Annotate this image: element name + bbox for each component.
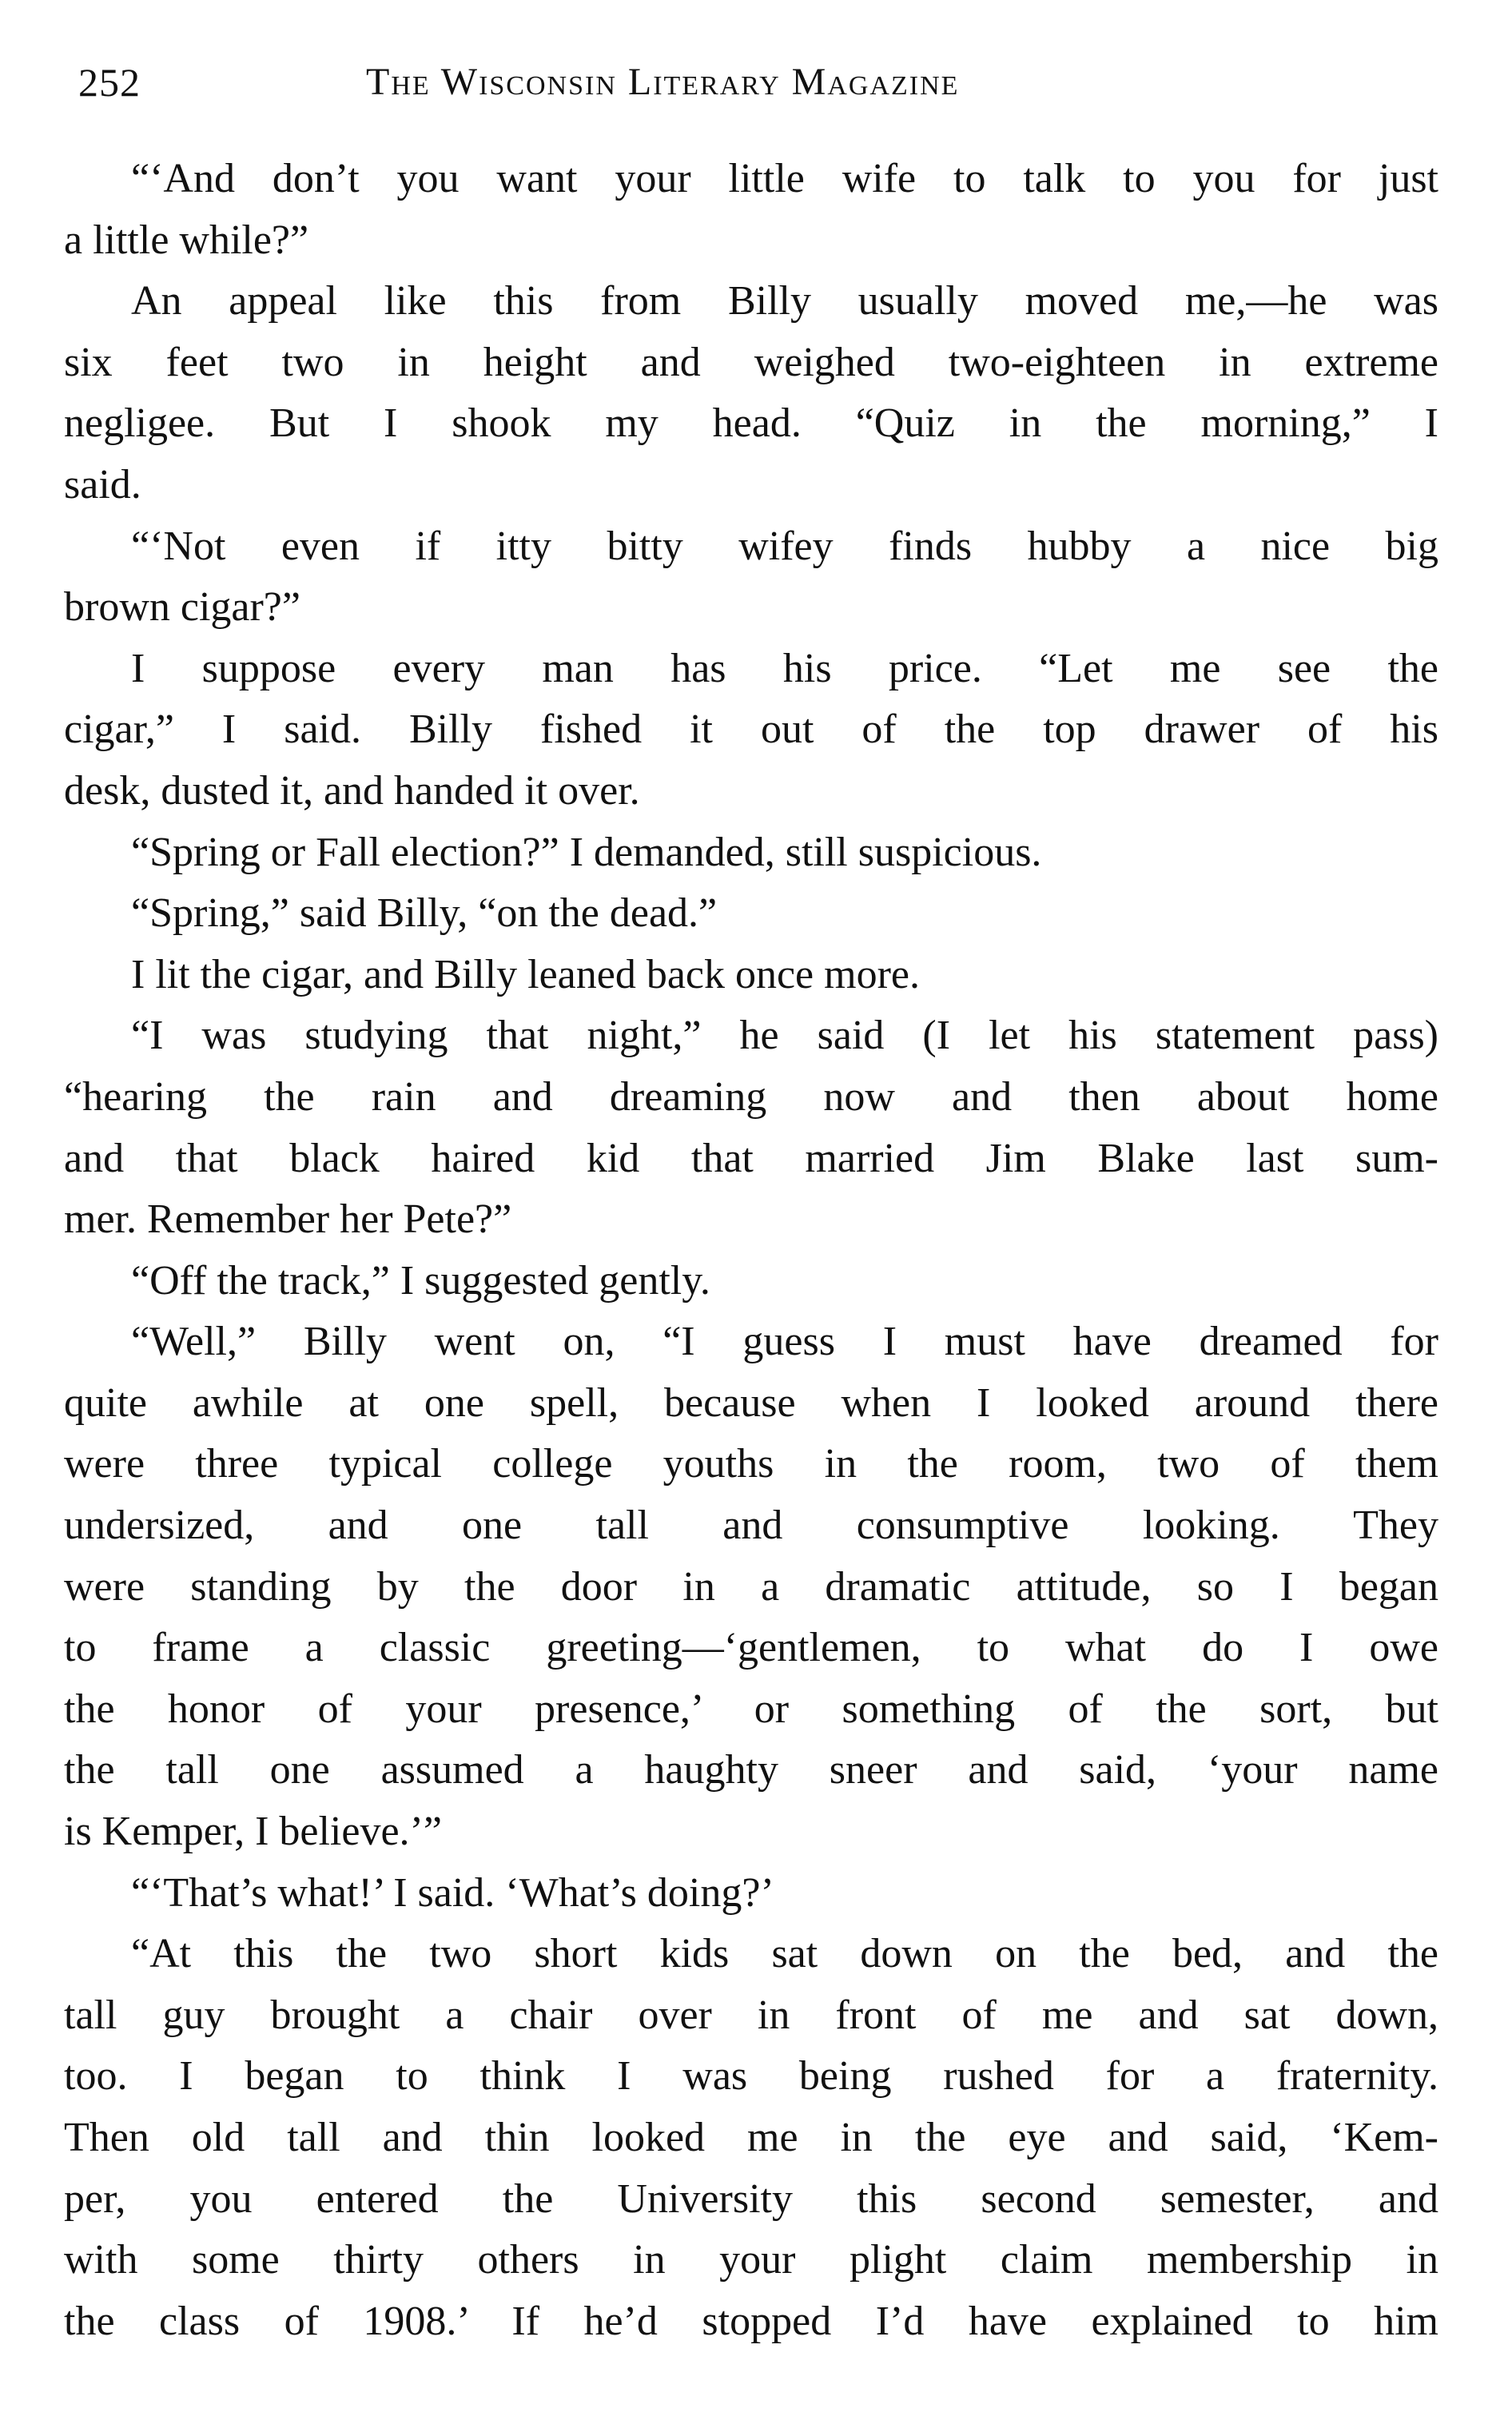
text-line: the tall one assumed a haughty sneer and said, ‘your name bbox=[64, 1747, 1438, 1793]
text-line: a little while?” bbox=[64, 217, 309, 263]
text-line: “‘Not even if itty bitty wifey finds hubby a nice big bbox=[131, 523, 1438, 569]
text-line: and that black haired kid that married Jim Blake last sum- bbox=[64, 1135, 1438, 1181]
text-line: the honor of your presence,’ or something of the sort, but bbox=[64, 1686, 1438, 1732]
text-line: tall guy brought a chair over in front of me and sat down, bbox=[64, 1992, 1438, 2038]
text-line: “Off the track,” I suggested gently. bbox=[131, 1257, 710, 1304]
text-line: said. bbox=[64, 461, 141, 508]
text-line: brown cigar?” bbox=[64, 584, 300, 631]
text-line: were three typical college youths in the room, two of them bbox=[64, 1441, 1438, 1487]
text-line: I suppose every man has his price. “Let me see the bbox=[131, 645, 1438, 691]
text-line: with some thirty others in your plight claim membership in bbox=[64, 2237, 1438, 2283]
text-line: were standing by the door in a dramatic attitude, so I began bbox=[64, 1563, 1438, 1610]
text-line: to frame a classic greeting—‘gentlemen, to what do I owe bbox=[64, 1625, 1438, 1671]
page-number: 252 bbox=[78, 60, 141, 105]
text-line: “Spring or Fall election?” I demanded, still suspicious. bbox=[131, 829, 1042, 875]
text-line: six feet two in height and weighed two-eighteen in extreme bbox=[64, 339, 1438, 385]
running-title: The Wisconsin Literary Magazine bbox=[366, 61, 960, 103]
body-text bbox=[64, 149, 1438, 2352]
text-line: negligee. But I shook my head. “Quiz in the morning,” I bbox=[64, 400, 1438, 447]
text-line: “Spring,” said Billy, “on the dead.” bbox=[131, 890, 718, 937]
text-line: “‘And don’t you want your little wife to talk to you for just bbox=[131, 156, 1438, 201]
text-line: cigar,” I said. Billy fished it out of the top drawer of his bbox=[64, 707, 1438, 753]
text-line: Then old tall and thin looked me in the eye and said, ‘Kem- bbox=[64, 2115, 1438, 2160]
text-line: per, you entered the University this second semester, and bbox=[64, 2175, 1438, 2222]
text-line: “‘That’s what!’ I said. ‘What’s doing?’ bbox=[131, 1869, 774, 1916]
text-line: desk, dusted it, and handed it over. bbox=[64, 767, 640, 814]
text-line: “hearing the rain and dreaming now and then about home bbox=[64, 1073, 1438, 1120]
text-line: mer. Remember her Pete?” bbox=[64, 1196, 512, 1243]
text-line: the class of 1908.’ If he’d stopped I’d have explained to him bbox=[64, 2298, 1438, 2344]
page-header bbox=[78, 54, 1181, 110]
text-line: “Well,” Billy went on, “I guess I must have dreamed for bbox=[131, 1319, 1438, 1365]
text-line: quite awhile at one spell, because when I looked around there bbox=[64, 1379, 1438, 1426]
text-line: “At this the two short kids sat down on the bed, and the bbox=[131, 1931, 1438, 1977]
text-line: “I was studying that night,” he said (I let his statement pass) bbox=[131, 1013, 1438, 1059]
text-line: I lit the cigar, and Billy leaned back once more. bbox=[131, 951, 920, 997]
text-line: is Kemper, I believe.’” bbox=[64, 1809, 442, 1855]
text-line: undersized, and one tall and consumptive looking. They bbox=[64, 1503, 1438, 1549]
text-line: An appeal like this from Billy usually moved me,—he was bbox=[131, 278, 1438, 324]
text-line: too. I began to think I was being rushed for a fraternity. bbox=[64, 2053, 1438, 2100]
